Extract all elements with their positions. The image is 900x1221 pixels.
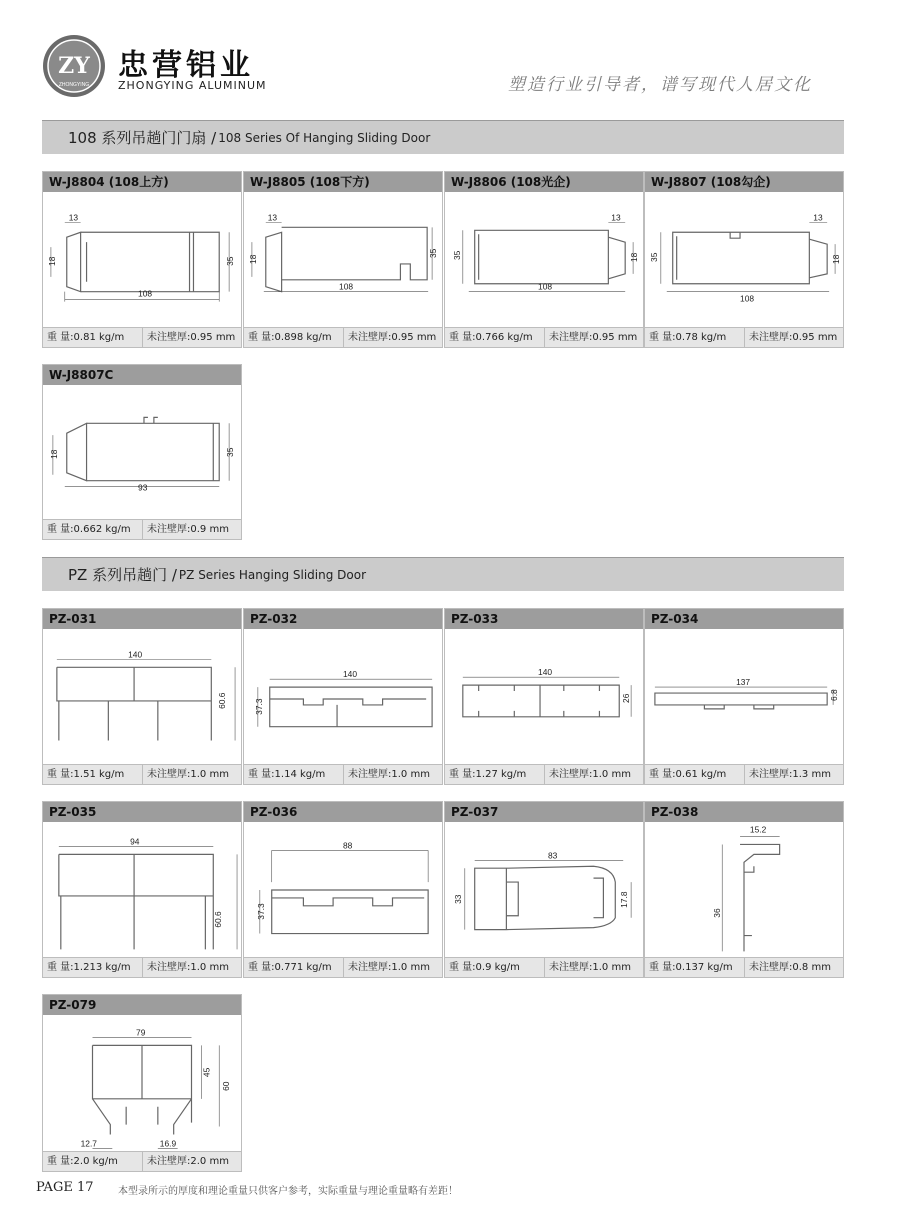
section-title-cn: PZ 系列吊趟门 / — [68, 566, 177, 584]
svg-text:ZY: ZY — [58, 53, 90, 79]
svg-text:35: 35 — [225, 256, 236, 266]
profile-drawing — [445, 629, 643, 764]
disclaimer-note: 本型录所示的厚度和理论重量只供客户参考，实际重量与理论重量略有差距！ — [118, 1186, 458, 1197]
svg-text:35: 35 — [648, 252, 659, 262]
svg-text:18: 18 — [48, 449, 59, 459]
section-title-en: PZ Series Hanging Sliding Door — [178, 567, 367, 582]
product-weight: 重 量:0.78 kg/m — [645, 328, 745, 347]
svg-text:18: 18 — [831, 254, 842, 264]
svg-text:12.7: 12.7 — [80, 1138, 97, 1149]
svg-text:6.8: 6.8 — [829, 689, 840, 701]
slogan: 塑造行业引导者，谱写现代人居文化 — [508, 75, 812, 95]
product-thickness: 未注壁厚:1.0 mm — [348, 962, 430, 973]
profile-drawing — [43, 822, 241, 957]
product-thickness: 未注壁厚:0.95 mm — [147, 332, 236, 343]
product-code: PZ-035 — [43, 802, 241, 822]
product-thickness: 未注壁厚:0.95 mm — [348, 332, 437, 343]
svg-text:26: 26 — [621, 693, 632, 703]
svg-text:88: 88 — [343, 840, 353, 851]
product-card — [42, 364, 242, 540]
profile-drawing — [43, 629, 241, 764]
svg-text:140: 140 — [343, 669, 358, 680]
product-spec — [445, 957, 643, 977]
section-title-en: 108 Series Of Hanging Sliding Door — [218, 130, 431, 145]
product-code: W-J8804 (108上方) — [43, 172, 241, 192]
svg-text:13: 13 — [267, 212, 278, 223]
svg-text:13: 13 — [68, 212, 79, 223]
profile-drawing — [445, 822, 643, 957]
product-code: PZ-032 — [244, 609, 442, 629]
product-weight: 重 量:0.81 kg/m — [43, 328, 143, 347]
svg-text:140: 140 — [128, 649, 143, 660]
profile-drawing — [244, 192, 442, 327]
svg-text:35: 35 — [451, 250, 462, 260]
svg-text:18: 18 — [46, 256, 57, 266]
product-card — [42, 171, 242, 348]
svg-text:35: 35 — [428, 248, 439, 259]
svg-text:45: 45 — [201, 1067, 212, 1078]
product-thickness: 未注壁厚:1.0 mm — [549, 769, 631, 780]
product-code: PZ-037 — [445, 802, 643, 822]
svg-text:137: 137 — [736, 677, 751, 688]
svg-text:93: 93 — [138, 482, 148, 493]
section-title-pz — [42, 557, 844, 591]
product-spec — [244, 957, 442, 977]
product-weight: 重 量:0.771 kg/m — [244, 958, 344, 977]
svg-text:108: 108 — [740, 293, 755, 304]
profile-drawing — [244, 822, 442, 957]
svg-text:83: 83 — [547, 850, 558, 861]
brand-name-en: ZHONGYING ALUMINUM — [118, 79, 267, 92]
svg-text:16.9: 16.9 — [159, 1138, 177, 1149]
product-code: PZ-079 — [43, 995, 241, 1015]
product-weight: 重 量:2.0 kg/m — [43, 1152, 143, 1171]
product-weight: 重 量:0.137 kg/m — [645, 958, 745, 977]
product-code: PZ-038 — [645, 802, 843, 822]
product-card — [42, 801, 242, 978]
svg-text:108: 108 — [138, 288, 153, 299]
product-card — [644, 608, 844, 785]
product-code: W-J8806 (108光企) — [445, 172, 643, 192]
product-card — [243, 171, 443, 348]
product-card — [644, 801, 844, 978]
product-card — [42, 994, 242, 1172]
product-spec — [645, 764, 843, 784]
product-spec — [43, 327, 241, 347]
profile-drawing — [645, 629, 843, 764]
product-weight: 重 量:1.51 kg/m — [43, 765, 143, 784]
svg-text:37.3: 37.3 — [253, 698, 264, 715]
profile-drawing — [445, 192, 643, 327]
company-logo — [42, 34, 106, 98]
product-code: PZ-031 — [43, 609, 241, 629]
product-spec — [645, 327, 843, 347]
product-thickness: 未注壁厚:1.0 mm — [549, 962, 631, 973]
svg-text:13: 13 — [813, 212, 823, 223]
product-thickness: 未注壁厚:1.3 mm — [749, 769, 831, 780]
product-weight: 重 量:1.14 kg/m — [244, 765, 344, 784]
product-weight: 重 量:1.27 kg/m — [445, 765, 545, 784]
product-weight: 重 量:0.61 kg/m — [645, 765, 745, 784]
product-weight: 重 量:0.766 kg/m — [445, 328, 545, 347]
product-code: W-J8807C — [43, 365, 241, 385]
brand-name-cn: 忠营铝业 — [118, 48, 254, 83]
product-spec — [445, 764, 643, 784]
svg-text:13: 13 — [611, 212, 621, 223]
product-code: PZ-033 — [445, 609, 643, 629]
product-code: PZ-036 — [244, 802, 442, 822]
svg-text:108: 108 — [538, 281, 553, 292]
product-spec — [43, 519, 241, 539]
svg-text:36: 36 — [712, 908, 723, 918]
profile-drawing — [645, 192, 843, 327]
page-number: PAGE 17 — [36, 1180, 94, 1195]
svg-text:35: 35 — [225, 447, 236, 457]
product-card — [644, 171, 844, 348]
svg-text:37.3: 37.3 — [255, 903, 266, 920]
product-thickness: 未注壁厚:0.9 mm — [147, 524, 229, 535]
product-thickness: 未注壁厚:0.95 mm — [749, 332, 838, 343]
profile-drawing — [43, 192, 241, 327]
product-code: W-J8805 (108下方) — [244, 172, 442, 192]
product-card — [42, 608, 242, 785]
profile-drawing — [43, 1015, 241, 1151]
section-title-cn: 108 系列吊趟门门扇 / — [68, 129, 217, 147]
product-weight: 重 量:1.213 kg/m — [43, 958, 143, 977]
product-thickness: 未注壁厚:2.0 mm — [147, 1156, 229, 1167]
product-thickness: 未注壁厚:0.95 mm — [549, 332, 638, 343]
product-spec — [645, 957, 843, 977]
svg-text:140: 140 — [538, 667, 553, 678]
svg-text:60.6: 60.6 — [217, 692, 228, 709]
svg-text:60: 60 — [221, 1081, 232, 1091]
product-weight: 重 量:0.662 kg/m — [43, 520, 143, 539]
product-card — [243, 608, 443, 785]
product-card — [444, 608, 644, 785]
profile-drawing — [43, 385, 241, 519]
product-spec — [43, 957, 241, 977]
section-title-108 — [42, 120, 844, 154]
profile-drawing — [244, 629, 442, 764]
product-weight: 重 量:0.9 kg/m — [445, 958, 545, 977]
product-spec — [43, 764, 241, 784]
product-thickness: 未注壁厚:1.0 mm — [147, 769, 229, 780]
svg-text:79: 79 — [136, 1027, 146, 1038]
product-card — [243, 801, 443, 978]
svg-text:18: 18 — [629, 252, 640, 262]
product-weight: 重 量:0.898 kg/m — [244, 328, 344, 347]
svg-text:108: 108 — [339, 281, 354, 292]
product-card — [444, 801, 644, 978]
product-spec — [445, 327, 643, 347]
svg-text:18: 18 — [247, 254, 258, 264]
product-card — [444, 171, 644, 348]
svg-text:15.2: 15.2 — [749, 824, 767, 835]
profile-drawing — [645, 822, 843, 957]
product-thickness: 未注壁厚:1.0 mm — [147, 962, 229, 973]
product-code: W-J8807 (108勾企) — [645, 172, 843, 192]
product-spec — [244, 764, 442, 784]
svg-text:60.6: 60.6 — [213, 911, 224, 928]
product-code: PZ-034 — [645, 609, 843, 629]
svg-text:94: 94 — [130, 836, 140, 847]
product-thickness: 未注壁厚:0.8 mm — [749, 962, 831, 973]
svg-text:17.8: 17.8 — [619, 891, 630, 908]
svg-text:33: 33 — [452, 894, 463, 904]
svg-text:ZHONGYING: ZHONGYING — [58, 82, 90, 88]
product-spec — [43, 1151, 241, 1171]
product-spec — [244, 327, 442, 347]
product-thickness: 未注壁厚:1.0 mm — [348, 769, 430, 780]
